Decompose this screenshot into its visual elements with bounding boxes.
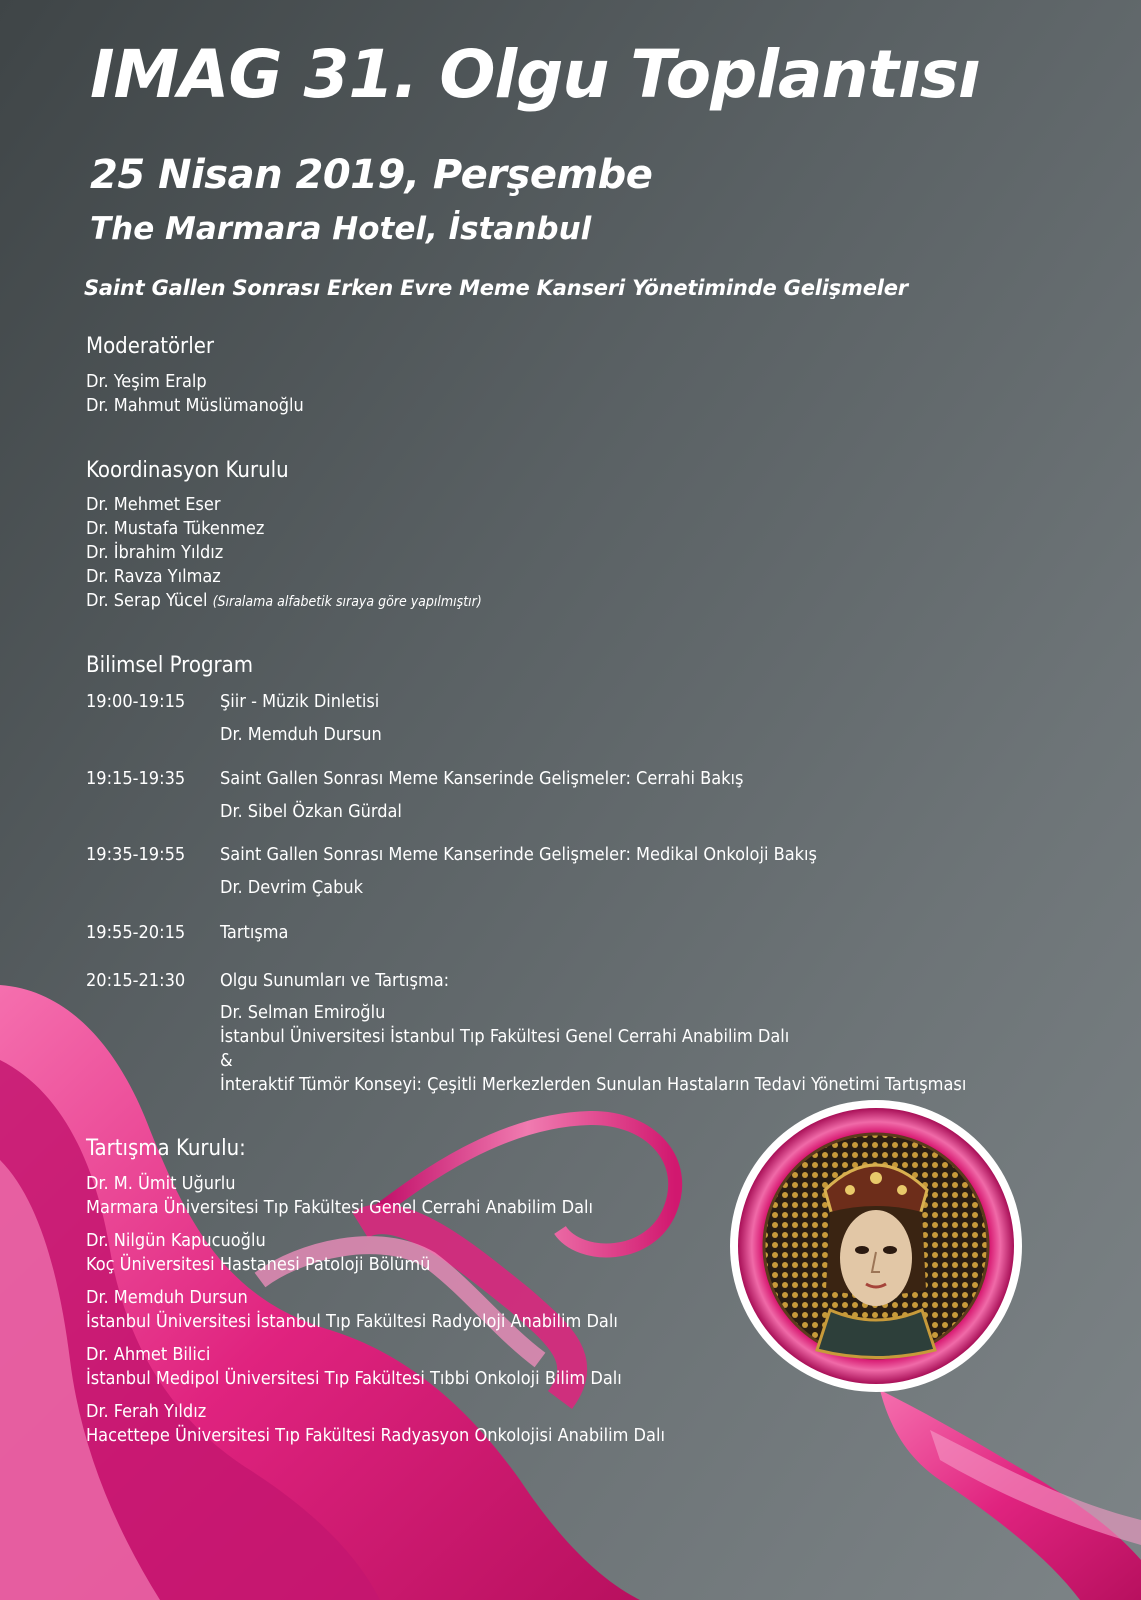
session-affiliation: İstanbul Üniversitesi İstanbul Tıp Fakültesi Genel Cerrahi Anabilim Dalı [220, 1026, 790, 1047]
coordinator-name: Dr. Ravza Yılmaz [86, 566, 221, 587]
session-title: Saint Gallen Sonrası Meme Kanserinde Gelişmeler: Cerrahi Bakış [220, 768, 744, 789]
session-time: 19:55-20:15 [86, 922, 186, 943]
event-date: 25 Nisan 2019, Perşembe [90, 152, 653, 198]
moderator-name: Dr. Mahmut Müslümanoğlu [86, 395, 304, 416]
session-time: 19:00-19:15 [86, 691, 186, 712]
program-heading: Bilimsel Program [86, 653, 254, 678]
panel-member-name: Dr. Nilgün Kapucuoğlu [86, 1230, 266, 1251]
session-title: Tartışma [220, 922, 289, 943]
session-speaker: Dr. Sibel Özkan Gürdal [220, 801, 402, 822]
panel-member-name: Dr. Memduh Dursun [86, 1287, 248, 1308]
panel-member-name: Dr. M. Ümit Uğurlu [86, 1173, 236, 1194]
session-time: 19:35-19:55 [86, 844, 186, 865]
event-title: IMAG 31. Olgu Toplantısı [90, 36, 980, 113]
session-title: Olgu Sunumları ve Tartışma: [220, 970, 450, 991]
alphabetical-note: (Sıralama alfabetik sıraya göre yapılmıştır) [212, 594, 482, 610]
coordinator-name: Dr. İbrahim Yıldız [86, 542, 224, 563]
moderators-list [86, 370, 304, 418]
coordinator-name: Dr. Serap Yücel [86, 590, 208, 611]
coordinator-name: Dr. Mehmet Eser [86, 494, 221, 515]
session-time: 19:15-19:35 [86, 768, 186, 789]
moderator-name: Dr. Yeşim Eralp [86, 371, 207, 392]
session-ampersand: & [220, 1050, 233, 1071]
session-time: 20:15-21:30 [86, 970, 186, 991]
coordination-heading: Koordinasyon Kurulu [86, 458, 289, 483]
panel-member-affiliation: Marmara Üniversitesi Tıp Fakültesi Genel Cerrahi Anabilim Dalı [86, 1197, 594, 1218]
session-speaker: Dr. Selman Emiroğlu [220, 1002, 386, 1023]
session-extra-title: İnteraktif Tümör Konseyi: Çeşitli Merkezlerden Sunulan Hastaların Tedavi Yönetimi Tartışması [220, 1074, 967, 1095]
panel-heading: Tartışma Kurulu: [86, 1136, 246, 1161]
panel-member-affiliation: İstanbul Medipol Üniversitesi Tıp Fakültesi Tıbbi Onkoloji Bilim Dalı [86, 1368, 622, 1389]
session-speaker: Dr. Memduh Dursun [220, 724, 382, 745]
panel-member-affiliation: İstanbul Üniversitesi İstanbul Tıp Fakültesi Radyoloji Anabilim Dalı [86, 1311, 618, 1332]
session-speaker: Dr. Devrim Çabuk [220, 877, 364, 898]
coordination-list [86, 493, 482, 614]
panel-member-name: Dr. Ahmet Bilici [86, 1344, 211, 1365]
panel-member-name: Dr. Ferah Yıldız [86, 1401, 207, 1422]
panel-list [86, 1172, 665, 1448]
event-theme: Saint Gallen Sonrası Erken Evre Meme Kanseri Yönetiminde Gelişmeler [84, 276, 908, 300]
coordinator-name: Dr. Mustafa Tükenmez [86, 518, 265, 539]
session-title: Saint Gallen Sonrası Meme Kanserinde Gelişmeler: Medikal Onkoloji Bakış [220, 844, 817, 865]
event-venue: The Marmara Hotel, İstanbul [90, 211, 592, 247]
session-title: Şiir - Müzik Dinletisi [220, 691, 380, 712]
panel-member-affiliation: Hacettepe Üniversitesi Tıp Fakültesi Radyasyon Onkolojisi Anabilim Dalı [86, 1425, 665, 1446]
panel-member-affiliation: Koç Üniversitesi Hastanesi Patoloji Bölümü [86, 1254, 431, 1275]
moderators-heading: Moderatörler [86, 334, 215, 359]
